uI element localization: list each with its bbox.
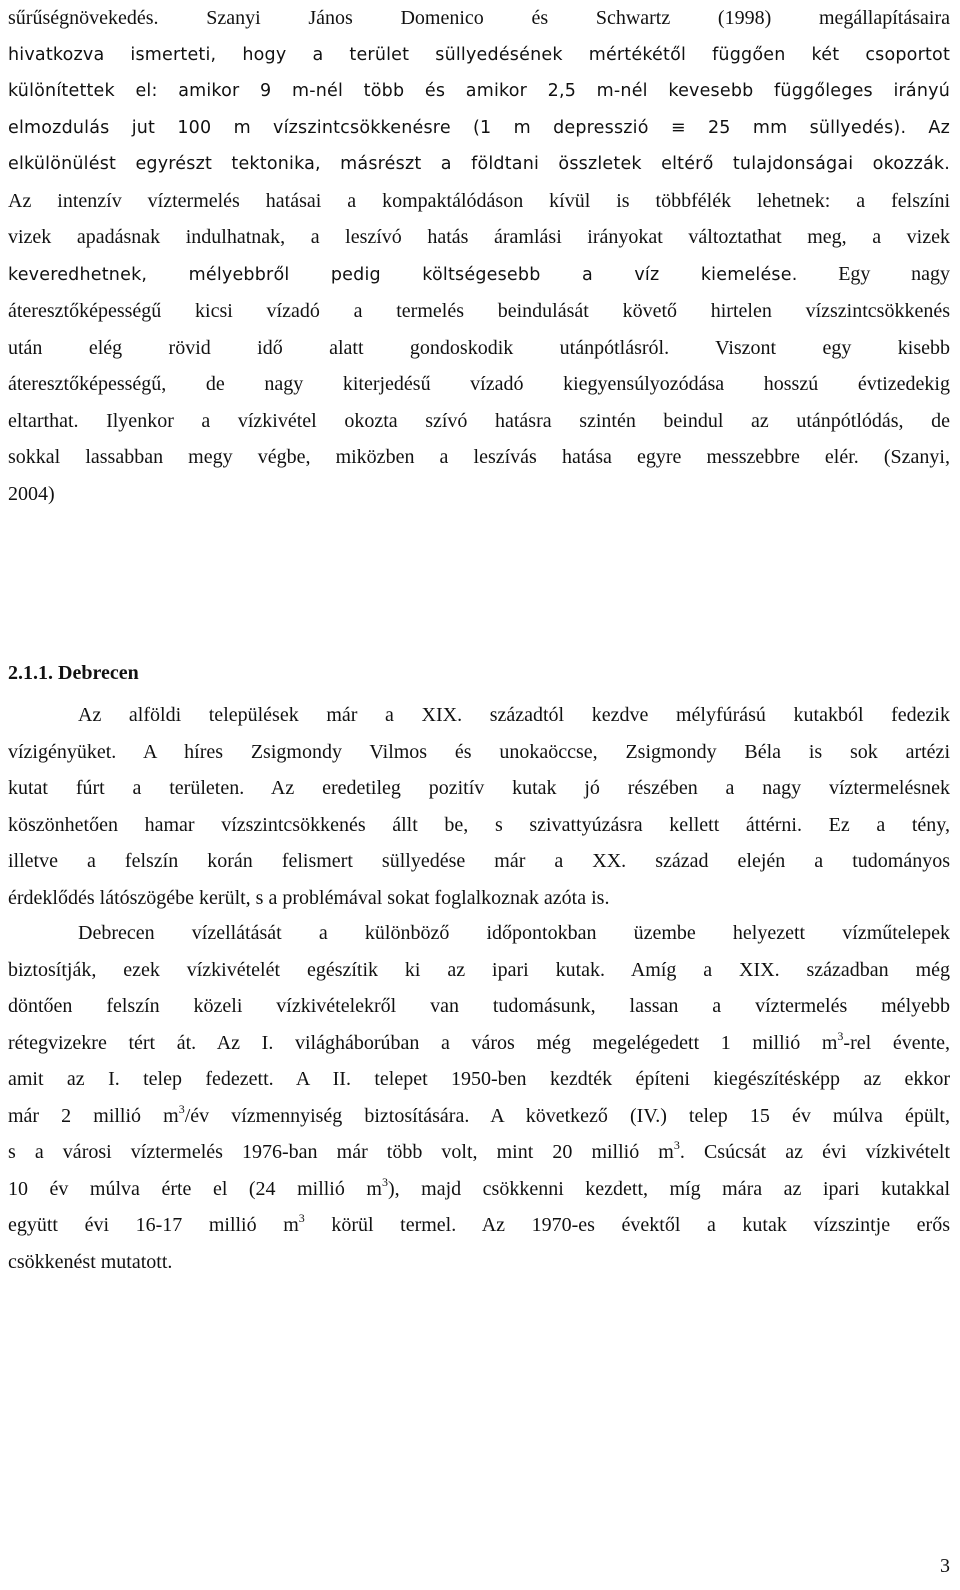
text-line: 2004)	[8, 482, 55, 505]
text-line: áteresztőképességű, de nagy kiterjedésű vízadó kiegyensúlyozódása hosszú évtizedekig	[8, 373, 950, 395]
text-line: kutat fúrt a területen. Az eredetileg pozitív kutak jó részében a nagy víztermelésnek	[8, 777, 950, 799]
superscript: 3	[673, 1138, 680, 1153]
text-line: csökkenést mutatott.	[8, 1250, 173, 1273]
page-number: 3	[940, 1555, 950, 1577]
text-line: után elég rövid idő alatt gondoskodik utánpótlásról. Viszont egy kisebb	[8, 336, 950, 359]
section-paragraph-2	[8, 915, 950, 1280]
text-line: eltarthat. Ilyenkor a vízkivétel okozta szívó hatásra szintén beindul az utánpótlódás, de	[8, 409, 950, 432]
section-heading: 2.1.1. Debrecen	[8, 662, 139, 684]
text-line: hivatkozva ismerteti, hogy a terület süllyedésének mértékétől függően két csoportot	[8, 44, 950, 65]
superscript: 3	[178, 1101, 185, 1116]
superscript: 3	[381, 1174, 388, 1189]
section-paragraph-1	[8, 697, 950, 916]
text-line: Az alföldi települések már a XIX. századtól kezdve mélyfúrású kutakból fedezik	[78, 704, 950, 726]
text-line: áteresztőképességű kicsi vízadó a termelés beindulását követő hirtelen vízszintcsökkenés	[8, 300, 950, 322]
text-line: sokkal lassabban megy végbe, miközben a leszívás hatása egyre messzebbre elér. (Szanyi,	[8, 446, 950, 468]
text-line: döntően felszín közeli vízkivételekről van tudomásunk, lassan a víztermelés mélyebb	[8, 995, 950, 1017]
text-line: együtt évi 16-17 millió $m^3$ körül termel. Az 1970-es évektől a kutak vízszintje erős	[8, 1211, 950, 1236]
text-line: rétegvizekre tért át. Az I. világháborúban a város még megelégedett 1 millió $m^3$-rel évente,	[8, 1028, 951, 1054]
superscript: 3	[837, 1028, 844, 1043]
text-line: elmozdulás jut 100 m vízszintcsökkenésre (1 m depresszió ≡ 25 mm süllyedés). Az	[8, 117, 950, 138]
text-line: különítettek el: amikor 9 m-nél több és amikor 2,5 m-nél kevesebb függőleges irányú	[8, 81, 950, 101]
text-line: köszönhetően hamar vízszintcsökkenés állt be, s szivattyúzásra kellett áttérni. Ez a tény,	[8, 813, 950, 836]
text-line: elkülönülést egyrészt tektonika, másrészt a földtani összletek eltérő tulajdonságai okozzák.	[8, 154, 950, 174]
text-line: Debrecen vízellátását a különböző időpontokban üzembe helyezett vízműtelepek	[78, 922, 950, 944]
intro-paragraph	[8, 0, 950, 512]
text-line: érdeklődés látószögébe került, s a problémával sokat foglalkoznak azóta is.	[8, 886, 610, 909]
text-line: s a városi víztermelés 1976-ban már több volt, mint 20 millió $m^3$. Csúcsát az évi vízkivételt	[8, 1138, 950, 1163]
text-line: sűrűségnövekedés. Szanyi János Domenico és Schwartz (1998) megállapításaira	[8, 7, 950, 29]
text-line: vízigényüket. A híres Zsigmondy Vilmos és unokaöccse, Zsigmondy Béla is sok artézi	[8, 740, 950, 763]
text-line: Az intenzív víztermelés hatásai a kompaktálódáson kívül is többfélék lehetnek: a felszíni	[8, 189, 950, 212]
text-line: 10 év múlva érte el (24 millió $m^3$), majd csökkenni kezdett, míg mára az ipari kutakkal	[8, 1174, 950, 1200]
text-line: biztosítják, ezek vízkivételét egészítik ki az ipari kutak. Amíg a XIX. században még	[8, 958, 950, 981]
superscript: 3	[298, 1211, 305, 1226]
text-line: vizek apadásnak indulhatnak, a leszívó hatás áramlási irányokat változtathat meg, a vizek	[8, 226, 950, 248]
text-line: már 2 millió $m^3/év$ vízmennyiség biztosítására. A következő (IV.) telep 15 év múlva épült,	[8, 1101, 950, 1127]
text-line: amit az I. telep fedezett. A II. telepet 1950-ben kezdték építeni kiegészítésképp az ekkor	[8, 1068, 950, 1090]
text-line: illetve a felszín korán felismert süllyedése már a XX. század elején a tudományos	[8, 850, 950, 872]
text-line: keveredhetnek, mélyebbről pedig költségesebb a víz kiemelése. Egy nagy	[8, 262, 951, 285]
